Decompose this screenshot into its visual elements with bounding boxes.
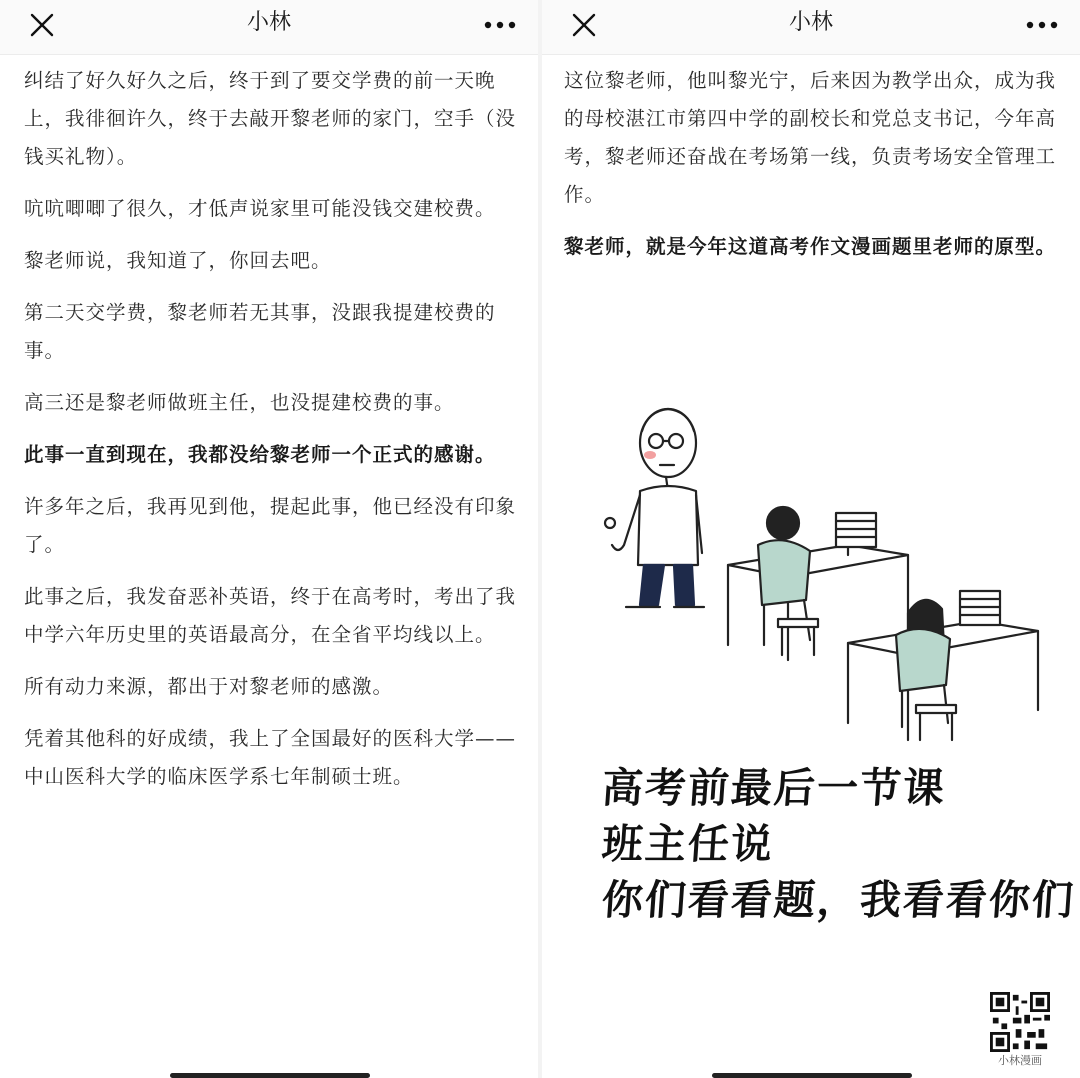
qr-label: 小林漫画 <box>998 1054 1042 1067</box>
paragraph: 第二天交学费，黎老师若无其事，没跟我提建校费的事。 <box>24 301 496 362</box>
paragraph: 许多年之后，我再见到他，提起此事，他已经没有印象了。 <box>24 495 517 556</box>
home-indicator[interactable] <box>712 1073 912 1078</box>
cartoon-illustration <box>578 395 1078 755</box>
teacher-figure <box>605 409 704 607</box>
more-icon[interactable] <box>480 7 520 43</box>
nav-bar <box>0 0 538 55</box>
caption-line: 高考前最后一节课 <box>600 764 948 812</box>
paragraph-bold: 此事一直到现在，我都没给黎老师一个正式的感谢。 <box>24 443 496 466</box>
comic-caption <box>600 760 1077 928</box>
article-body <box>564 62 1064 280</box>
nav-title: 小林 <box>246 10 291 35</box>
right-screen <box>542 0 1080 1078</box>
paragraph: 此事之后，我发奋恶补英语，终于在高考时，考出了我中学六年历史里的英语最高分，在全省平均线以上。 <box>24 585 517 646</box>
article-body <box>24 62 524 810</box>
paragraph: 吭吭唧唧了很久，才低声说家里可能没钱交建校费。 <box>24 197 496 220</box>
paragraph: 凭着其他科的好成绩，我上了全国最好的医科大学——中山医科大学的临床医学系七年制硕士班。 <box>24 727 517 788</box>
caption-line: 你们看看题，我看看你们 <box>600 876 1077 924</box>
left-screen <box>0 0 538 1078</box>
paragraph: 所有动力来源，都出于对黎老师的感激。 <box>24 675 394 698</box>
paragraph: 黎老师说，我知道了，你回去吧。 <box>24 249 332 272</box>
paragraph: 高三还是黎老师做班主任，也没提建校费的事。 <box>24 391 455 414</box>
paragraph-bold: 黎老师，就是今年这道高考作文漫画题里老师的原型。 <box>564 235 1057 258</box>
caption-line: 班主任说 <box>600 820 776 868</box>
nav-title: 小林 <box>788 10 833 35</box>
student-front <box>896 600 956 740</box>
home-indicator[interactable] <box>170 1073 370 1078</box>
paragraph: 这位黎老师，他叫黎光宁，后来因为教学出众，成为我的母校湛江市第四中学的副校长和党总支书记，今年高考，黎老师还奋战在考场第一线，负责考场安全管理工作。 <box>564 69 1057 206</box>
nav-bar <box>542 0 1080 55</box>
qr-code-icon[interactable] <box>990 992 1050 1052</box>
paragraph: 纠结了好久好久之后，终于到了要交学费的前一天晚上，我徘徊许久，终于去敲开黎老师的家门，空手（没钱买礼物）。 <box>24 69 517 168</box>
more-icon[interactable] <box>1022 7 1062 43</box>
